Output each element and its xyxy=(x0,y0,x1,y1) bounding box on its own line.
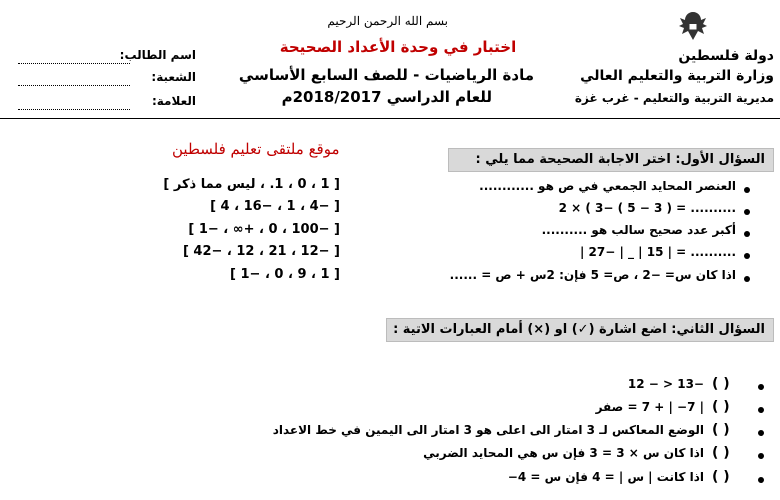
header-divider xyxy=(0,118,780,119)
bullet-icon xyxy=(744,187,750,193)
bullet-icon xyxy=(758,430,764,436)
question-1-title: السؤال الأول: اختر الاجابة الصحيحة مما يلي : xyxy=(448,148,774,172)
question-2-title: السؤال الثاني: اضع اشارة (✓) او (×) أمام العبارات الاتية : xyxy=(386,318,774,342)
answer-paren[interactable]: ( ) xyxy=(712,399,730,415)
q1-choices-1: [ 1 ، 0 ، 1. ، ليس مما ذكر ] xyxy=(163,177,340,192)
bullet-icon xyxy=(758,384,764,390)
q1-choices-2: [ 4 ، 16− ، 1 ، 4− ] xyxy=(210,199,340,214)
section-label: الشعبة: xyxy=(151,70,196,84)
q1-item-3: أكبر عدد صحيح سالب هو .......... xyxy=(541,223,736,237)
palestine-emblem-icon xyxy=(676,8,710,44)
bullet-icon xyxy=(744,209,750,215)
student-name-label: اسم الطالب: xyxy=(119,48,196,62)
q1-choices-5: [ 1− ، 0 ، 9 ، 1 ] xyxy=(230,267,340,282)
q2-item-2: | 7− | + 7 = صفر xyxy=(595,400,704,414)
bullet-icon xyxy=(758,407,764,413)
bullet-icon xyxy=(744,276,750,282)
directorate-name: مديرية التربية والتعليم - غرب غزة xyxy=(574,91,774,105)
answer-paren[interactable]: ( ) xyxy=(712,422,730,438)
answer-paren[interactable]: ( ) xyxy=(712,445,730,461)
bullet-icon xyxy=(744,253,750,259)
q2-item-1: 12 − > 13− xyxy=(627,377,704,391)
q2-item-3: الوضع المعاكس لـ 3 امتار الى اعلى هو 3 امتار الى اليمين في خط الاعداد xyxy=(272,423,704,437)
q1-item-4: | 27− | _ | 15 | = .......... xyxy=(579,245,736,259)
q1-item-5: اذا كان س= −2 ، ص= 5 فإن: 2س + ص = ...... xyxy=(449,268,736,282)
student-name-field[interactable] xyxy=(18,50,130,64)
basmala: بسم الله الرحمن الرحيم xyxy=(327,14,448,28)
year-line: للعام الدراسي 2018/2017م xyxy=(281,88,492,106)
q1-item-1: العنصر المحايد الجمعي في ص هو ............ xyxy=(479,179,736,193)
bullet-icon xyxy=(744,231,750,237)
bullet-icon xyxy=(758,453,764,459)
site-label: موقع ملتقى تعليم فلسطين xyxy=(172,140,340,158)
exam-title: اختبار في وحدة الأعداد الصحيحة xyxy=(279,38,517,56)
q2-item-5: اذا كانت | س | = 4 فإن س = 4− xyxy=(507,470,704,484)
q1-choices-4: [ 42− ، 12 ، 21 ، 12− ] xyxy=(182,244,340,259)
q1-choices-3: [ 1− ، ∞+ ، 0 ، 100− ] xyxy=(188,222,340,237)
subject-line: مادة الرياضيات - للصف السابع الأساسي xyxy=(238,66,534,84)
grade-label: العلامة: xyxy=(151,94,196,108)
ministry-name: وزارة التربية والتعليم العالي xyxy=(580,68,774,84)
q1-item-2: 2 × ( 3− ( 5 − 3 ) = .......... xyxy=(558,201,736,215)
state-name: دولة فلسطين xyxy=(678,48,774,64)
q2-item-4: اذا كان س × 3 = 3 فإن س هي المحايد الضربي xyxy=(423,446,704,460)
answer-paren[interactable]: ( ) xyxy=(712,469,730,485)
grade-field[interactable] xyxy=(18,96,130,110)
answer-paren[interactable]: ( ) xyxy=(712,376,730,392)
section-field[interactable] xyxy=(18,72,130,86)
bullet-icon xyxy=(758,477,764,483)
